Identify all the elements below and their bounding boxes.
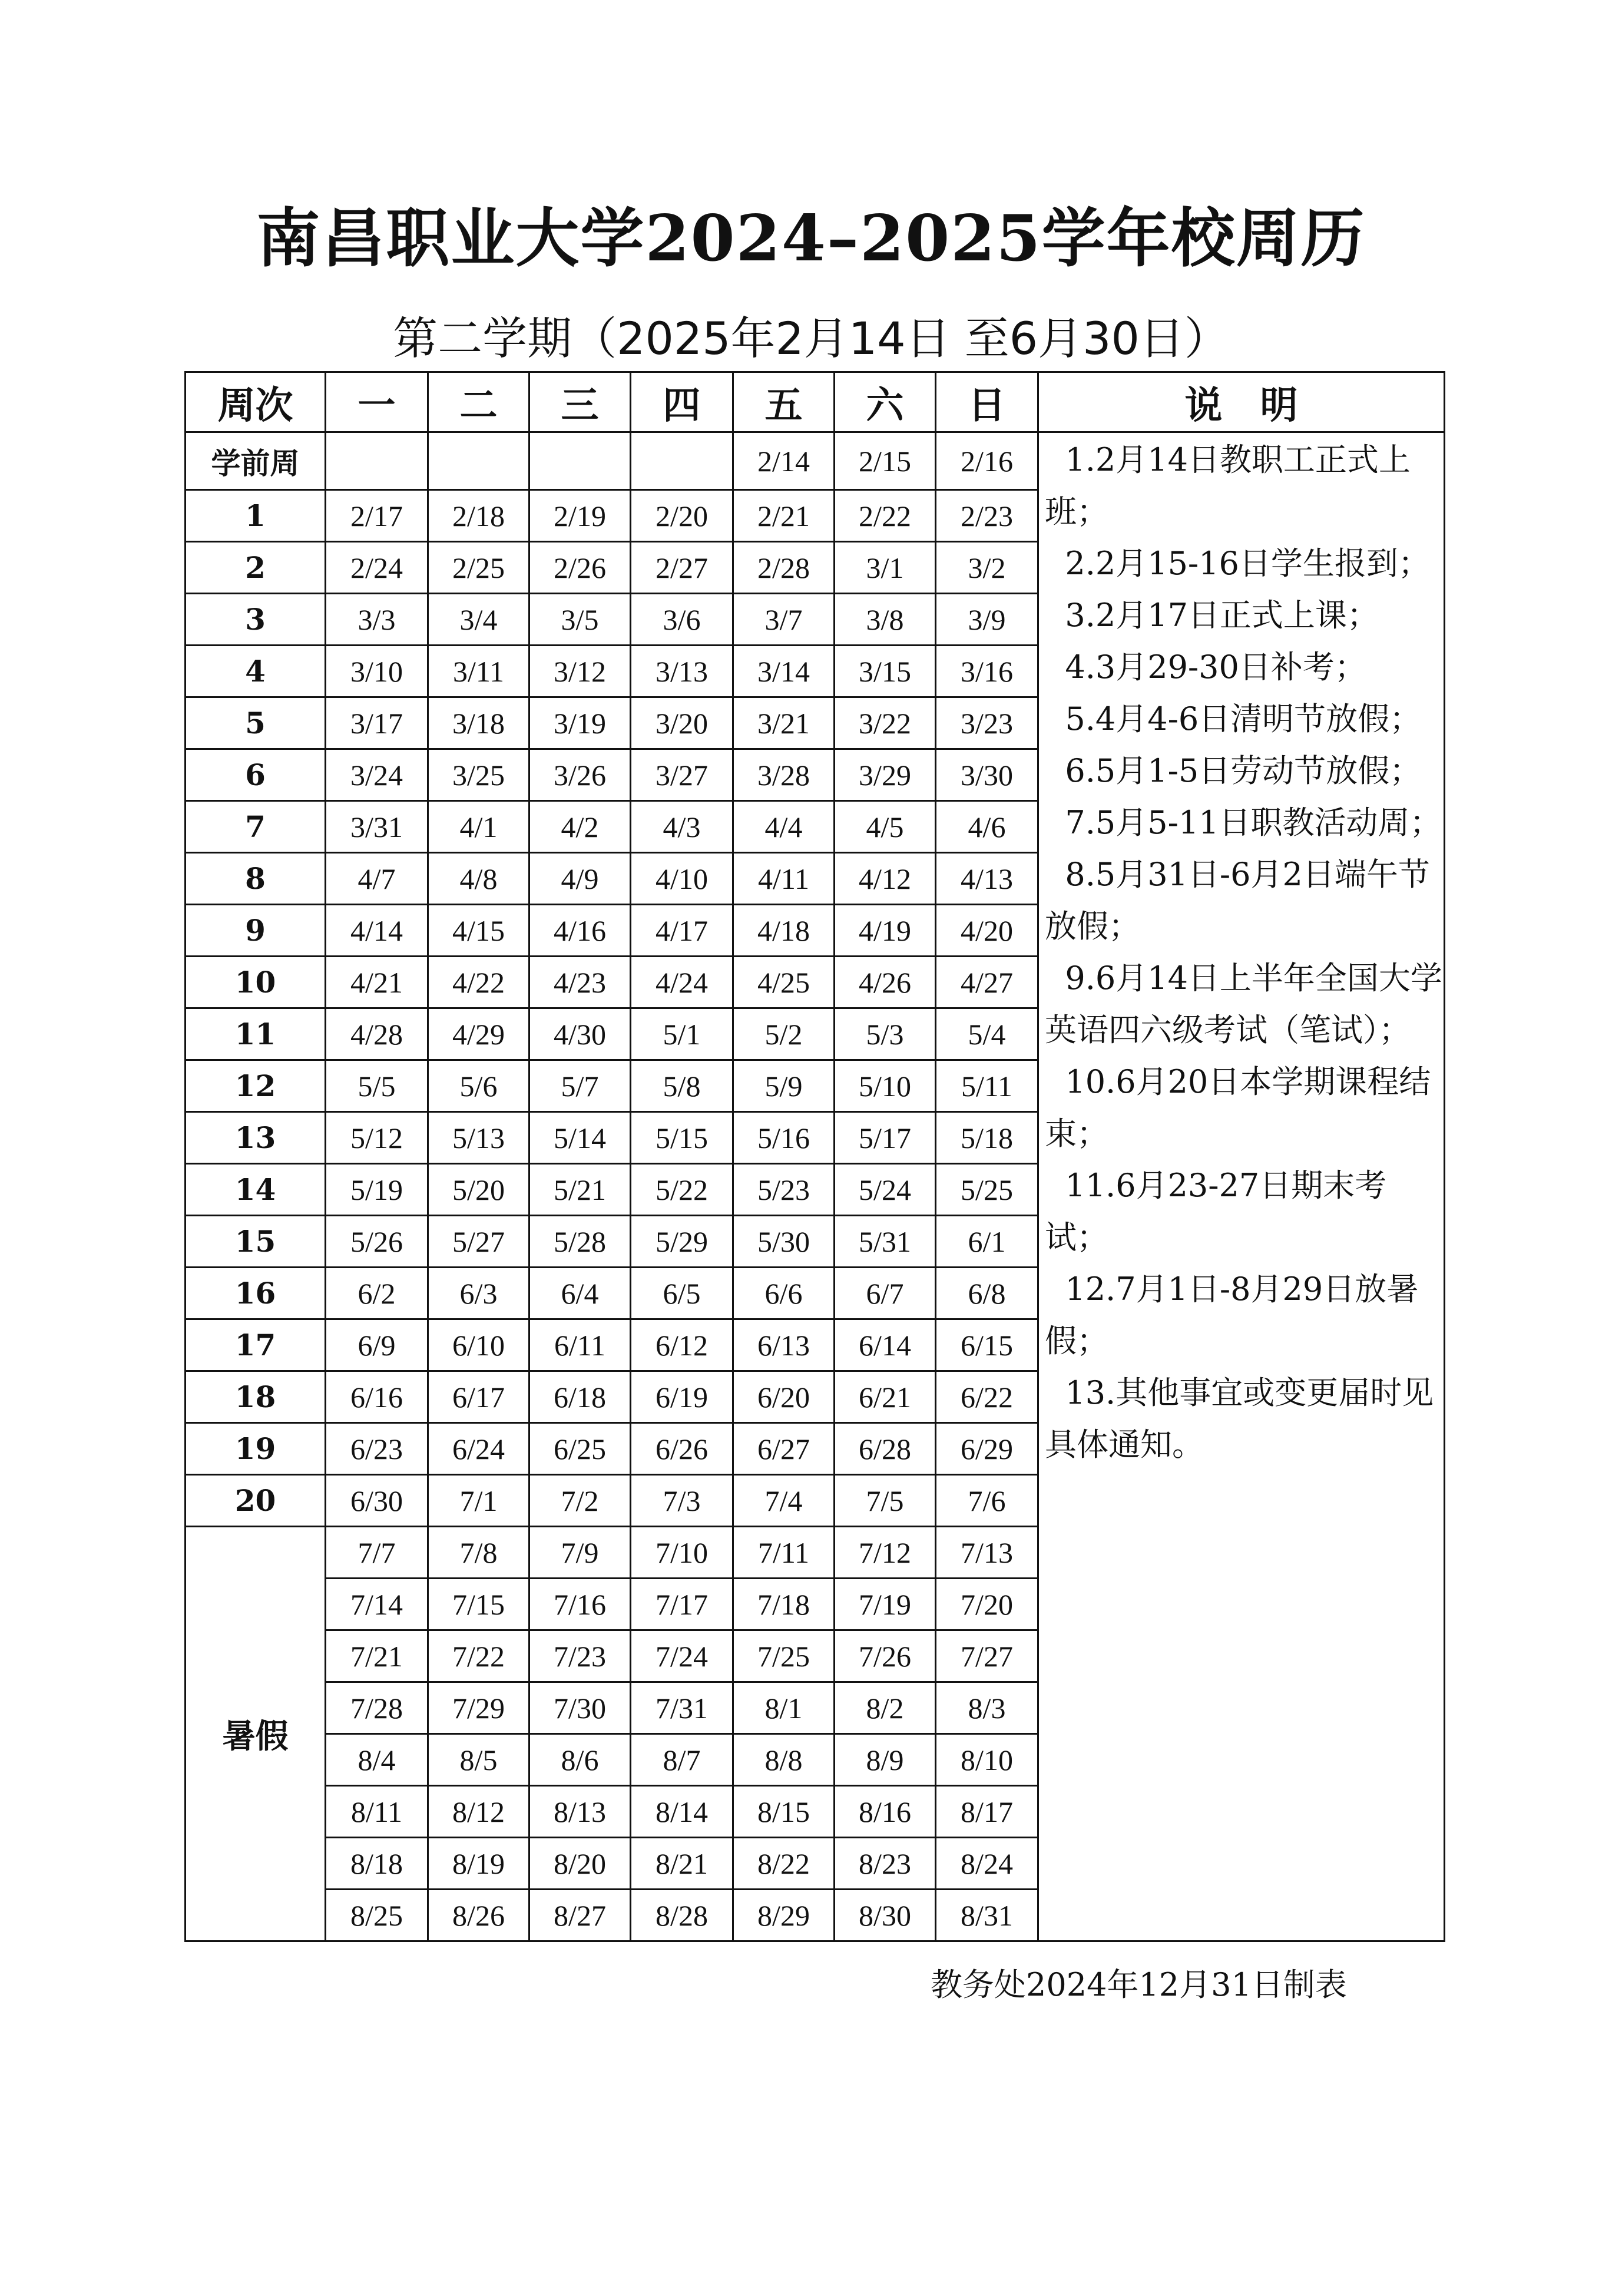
week-label: 1 — [186, 490, 326, 542]
date-cell: 4/9 — [529, 853, 631, 905]
date-cell: 3/21 — [733, 697, 835, 749]
header-sat: 六 — [835, 372, 936, 432]
date-cell: 4/4 — [733, 801, 835, 853]
date-cell: 8/1 — [733, 1682, 835, 1734]
date-cell: 3/30 — [936, 749, 1038, 801]
date-cell: 4/6 — [936, 801, 1038, 853]
date-cell — [529, 432, 631, 490]
header-sun: 日 — [936, 372, 1038, 432]
date-cell: 3/28 — [733, 749, 835, 801]
date-cell: 4/1 — [428, 801, 529, 853]
date-cell: 8/8 — [733, 1734, 835, 1786]
date-cell: 3/16 — [936, 646, 1038, 697]
date-cell: 6/26 — [631, 1423, 733, 1475]
date-cell: 2/25 — [428, 542, 529, 594]
date-cell: 4/27 — [936, 957, 1038, 1008]
date-cell: 7/13 — [936, 1527, 1038, 1579]
header-wed: 三 — [529, 372, 631, 432]
date-cell: 3/26 — [529, 749, 631, 801]
date-cell: 7/29 — [428, 1682, 529, 1734]
date-cell: 2/22 — [835, 490, 936, 542]
date-cell: 6/18 — [529, 1371, 631, 1423]
date-cell: 2/18 — [428, 490, 529, 542]
date-cell: 5/9 — [733, 1060, 835, 1112]
date-cell: 6/6 — [733, 1268, 835, 1319]
week-label: 7 — [186, 801, 326, 853]
week-label: 学前周 — [186, 432, 326, 490]
date-cell: 4/5 — [835, 801, 936, 853]
date-cell: 7/9 — [529, 1527, 631, 1579]
date-cell: 4/13 — [936, 853, 1038, 905]
date-cell: 6/1 — [936, 1216, 1038, 1268]
date-cell: 3/14 — [733, 646, 835, 697]
date-cell: 3/20 — [631, 697, 733, 749]
date-cell: 6/22 — [936, 1371, 1038, 1423]
date-cell: 8/9 — [835, 1734, 936, 1786]
date-cell: 6/28 — [835, 1423, 936, 1475]
week-calendar-table — [184, 371, 1445, 1942]
date-cell: 7/7 — [326, 1527, 428, 1579]
date-cell: 7/31 — [631, 1682, 733, 1734]
date-cell: 4/30 — [529, 1008, 631, 1060]
notes-text: 1.2月14日教职工正式上班； 2.2月15-16日学生报到； 3.2月17日正式上课； 4.3月29-30日补考； 5.4月4-6日清明节放假； 6.5月1-5日劳动节放假； 7.5月5-11日职教活动周； 8.5月31日-6月2日端午节放假； 9.6月14日上半年全国大学英语四六级考试（笔试）； 10.6月20日本学期课程结束； 11.6月23-27日期末考试； 12.7月1日-8月29日放暑假； 13.其他事宜或变更届时见具体通知。 — [1045, 441, 1442, 1463]
date-cell: 5/6 — [428, 1060, 529, 1112]
date-cell: 4/14 — [326, 905, 428, 957]
date-cell: 2/24 — [326, 542, 428, 594]
date-cell: 6/10 — [428, 1319, 529, 1371]
date-cell: 5/24 — [835, 1164, 936, 1216]
date-cell: 6/16 — [326, 1371, 428, 1423]
date-cell: 4/12 — [835, 853, 936, 905]
date-cell: 8/30 — [835, 1890, 936, 1941]
date-cell: 7/26 — [835, 1630, 936, 1682]
date-cell: 3/15 — [835, 646, 936, 697]
date-cell: 8/3 — [936, 1682, 1038, 1734]
date-cell: 5/21 — [529, 1164, 631, 1216]
date-cell: 5/26 — [326, 1216, 428, 1268]
week-label: 10 — [186, 957, 326, 1008]
date-cell: 6/4 — [529, 1268, 631, 1319]
date-cell: 3/31 — [326, 801, 428, 853]
date-cell: 7/2 — [529, 1475, 631, 1527]
date-cell: 4/22 — [428, 957, 529, 1008]
footer-credit: 教务处2024年12月31日制表 — [931, 1966, 1347, 2003]
date-cell: 5/19 — [326, 1164, 428, 1216]
header-thu: 四 — [631, 372, 733, 432]
date-cell: 8/23 — [835, 1838, 936, 1890]
date-cell: 8/6 — [529, 1734, 631, 1786]
date-cell: 8/28 — [631, 1890, 733, 1941]
date-cell: 7/30 — [529, 1682, 631, 1734]
date-cell: 8/18 — [326, 1838, 428, 1890]
date-cell: 8/20 — [529, 1838, 631, 1890]
date-cell: 8/15 — [733, 1786, 835, 1838]
week-label: 9 — [186, 905, 326, 957]
date-cell: 4/24 — [631, 957, 733, 1008]
header-tue: 二 — [428, 372, 529, 432]
header-week: 周次 — [186, 372, 326, 432]
date-cell: 8/17 — [936, 1786, 1038, 1838]
date-cell: 3/4 — [428, 594, 529, 646]
date-cell: 2/27 — [631, 542, 733, 594]
date-cell: 2/21 — [733, 490, 835, 542]
date-cell: 4/16 — [529, 905, 631, 957]
date-cell: 6/3 — [428, 1268, 529, 1319]
date-cell: 5/3 — [835, 1008, 936, 1060]
date-cell: 7/15 — [428, 1579, 529, 1630]
pre-week-row — [186, 432, 1445, 490]
date-cell: 5/27 — [428, 1216, 529, 1268]
date-cell: 5/12 — [326, 1112, 428, 1164]
date-cell: 7/24 — [631, 1630, 733, 1682]
date-cell: 3/13 — [631, 646, 733, 697]
date-cell: 4/25 — [733, 957, 835, 1008]
date-cell: 7/22 — [428, 1630, 529, 1682]
date-cell — [428, 432, 529, 490]
date-cell: 6/24 — [428, 1423, 529, 1475]
date-cell: 7/23 — [529, 1630, 631, 1682]
header-notes: 说 明 — [1038, 372, 1445, 432]
date-cell: 8/19 — [428, 1838, 529, 1890]
date-cell: 4/26 — [835, 957, 936, 1008]
date-cell: 3/10 — [326, 646, 428, 697]
date-cell: 7/25 — [733, 1630, 835, 1682]
date-cell: 6/25 — [529, 1423, 631, 1475]
date-cell: 6/15 — [936, 1319, 1038, 1371]
date-cell: 2/17 — [326, 490, 428, 542]
date-cell: 6/27 — [733, 1423, 835, 1475]
date-cell: 8/10 — [936, 1734, 1038, 1786]
date-cell: 2/16 — [936, 432, 1038, 490]
notes-cell — [1038, 432, 1445, 1941]
date-cell: 5/8 — [631, 1060, 733, 1112]
date-cell: 3/8 — [835, 594, 936, 646]
date-cell: 5/28 — [529, 1216, 631, 1268]
date-cell: 4/11 — [733, 853, 835, 905]
date-cell: 6/14 — [835, 1319, 936, 1371]
date-cell: 7/12 — [835, 1527, 936, 1579]
date-cell: 8/2 — [835, 1682, 936, 1734]
date-cell: 7/6 — [936, 1475, 1038, 1527]
date-cell: 7/5 — [835, 1475, 936, 1527]
date-cell: 6/12 — [631, 1319, 733, 1371]
date-cell: 6/11 — [529, 1319, 631, 1371]
date-cell: 3/18 — [428, 697, 529, 749]
date-cell: 8/4 — [326, 1734, 428, 1786]
week-label: 20 — [186, 1475, 326, 1527]
date-cell: 8/29 — [733, 1890, 835, 1941]
date-cell: 8/24 — [936, 1838, 1038, 1890]
date-cell: 5/25 — [936, 1164, 1038, 1216]
date-cell: 3/9 — [936, 594, 1038, 646]
date-cell: 4/17 — [631, 905, 733, 957]
date-cell: 3/2 — [936, 542, 1038, 594]
date-cell: 5/31 — [835, 1216, 936, 1268]
date-cell: 4/2 — [529, 801, 631, 853]
date-cell: 4/18 — [733, 905, 835, 957]
week-label: 2 — [186, 542, 326, 594]
date-cell: 5/7 — [529, 1060, 631, 1112]
date-cell: 5/16 — [733, 1112, 835, 1164]
date-cell: 6/21 — [835, 1371, 936, 1423]
week-label: 5 — [186, 697, 326, 749]
date-cell: 6/8 — [936, 1268, 1038, 1319]
date-cell: 3/3 — [326, 594, 428, 646]
date-cell: 2/19 — [529, 490, 631, 542]
date-cell: 7/8 — [428, 1527, 529, 1579]
date-cell — [631, 432, 733, 490]
date-cell: 5/17 — [835, 1112, 936, 1164]
date-cell: 7/20 — [936, 1579, 1038, 1630]
date-cell: 4/20 — [936, 905, 1038, 957]
week-label: 6 — [186, 749, 326, 801]
date-cell: 6/7 — [835, 1268, 936, 1319]
date-cell: 3/29 — [835, 749, 936, 801]
date-cell: 8/13 — [529, 1786, 631, 1838]
date-cell: 4/23 — [529, 957, 631, 1008]
date-cell: 2/15 — [835, 432, 936, 490]
date-cell: 6/19 — [631, 1371, 733, 1423]
date-cell: 3/1 — [835, 542, 936, 594]
date-cell: 7/17 — [631, 1579, 733, 1630]
date-cell: 4/8 — [428, 853, 529, 905]
date-cell: 6/23 — [326, 1423, 428, 1475]
date-cell: 8/12 — [428, 1786, 529, 1838]
date-cell: 4/15 — [428, 905, 529, 957]
week-label: 4 — [186, 646, 326, 697]
date-cell: 8/16 — [835, 1786, 936, 1838]
date-cell: 7/21 — [326, 1630, 428, 1682]
week-label: 13 — [186, 1112, 326, 1164]
date-cell: 4/10 — [631, 853, 733, 905]
date-cell: 3/12 — [529, 646, 631, 697]
date-cell: 6/30 — [326, 1475, 428, 1527]
date-cell: 5/4 — [936, 1008, 1038, 1060]
date-cell: 5/5 — [326, 1060, 428, 1112]
date-cell: 7/1 — [428, 1475, 529, 1527]
date-cell: 5/13 — [428, 1112, 529, 1164]
date-cell: 2/14 — [733, 432, 835, 490]
date-cell: 5/30 — [733, 1216, 835, 1268]
date-cell: 6/20 — [733, 1371, 835, 1423]
date-cell: 7/19 — [835, 1579, 936, 1630]
date-cell: 3/11 — [428, 646, 529, 697]
date-cell: 4/3 — [631, 801, 733, 853]
week-label: 11 — [186, 1008, 326, 1060]
date-cell: 7/27 — [936, 1630, 1038, 1682]
date-cell: 8/21 — [631, 1838, 733, 1890]
date-cell: 7/16 — [529, 1579, 631, 1630]
date-cell: 4/29 — [428, 1008, 529, 1060]
date-cell: 5/11 — [936, 1060, 1038, 1112]
date-cell: 5/1 — [631, 1008, 733, 1060]
week-label: 8 — [186, 853, 326, 905]
date-cell: 4/7 — [326, 853, 428, 905]
semester-subtitle: 第二学期（2025年2月14日 至6月30日） — [393, 312, 1229, 365]
date-cell: 8/26 — [428, 1890, 529, 1941]
summer-label: 暑假 — [186, 1527, 326, 1941]
date-cell: 8/5 — [428, 1734, 529, 1786]
date-cell: 3/17 — [326, 697, 428, 749]
date-cell: 3/7 — [733, 594, 835, 646]
date-cell: 7/28 — [326, 1682, 428, 1734]
week-label: 12 — [186, 1060, 326, 1112]
date-cell: 6/17 — [428, 1371, 529, 1423]
date-cell: 7/10 — [631, 1527, 733, 1579]
date-cell: 5/2 — [733, 1008, 835, 1060]
date-cell: 8/25 — [326, 1890, 428, 1941]
date-cell: 6/5 — [631, 1268, 733, 1319]
header-mon: 一 — [326, 372, 428, 432]
week-label: 19 — [186, 1423, 326, 1475]
date-cell: 6/29 — [936, 1423, 1038, 1475]
page-title: 南昌职业大学2024–2025学年校周历 — [256, 201, 1366, 276]
date-cell: 5/23 — [733, 1164, 835, 1216]
date-cell: 8/27 — [529, 1890, 631, 1941]
date-cell: 7/4 — [733, 1475, 835, 1527]
date-cell: 5/22 — [631, 1164, 733, 1216]
date-cell — [326, 432, 428, 490]
date-cell: 5/20 — [428, 1164, 529, 1216]
date-cell: 7/11 — [733, 1527, 835, 1579]
date-cell: 2/20 — [631, 490, 733, 542]
date-cell: 3/5 — [529, 594, 631, 646]
date-cell: 4/21 — [326, 957, 428, 1008]
date-cell: 8/11 — [326, 1786, 428, 1838]
week-label: 14 — [186, 1164, 326, 1216]
date-cell: 5/29 — [631, 1216, 733, 1268]
date-cell: 8/31 — [936, 1890, 1038, 1941]
date-cell: 3/6 — [631, 594, 733, 646]
week-label: 15 — [186, 1216, 326, 1268]
date-cell: 6/13 — [733, 1319, 835, 1371]
date-cell: 5/14 — [529, 1112, 631, 1164]
date-cell: 8/14 — [631, 1786, 733, 1838]
date-cell: 2/23 — [936, 490, 1038, 542]
date-cell: 3/22 — [835, 697, 936, 749]
week-label: 3 — [186, 594, 326, 646]
date-cell: 7/14 — [326, 1579, 428, 1630]
date-cell: 3/25 — [428, 749, 529, 801]
date-cell: 2/28 — [733, 542, 835, 594]
date-cell: 3/27 — [631, 749, 733, 801]
week-label: 17 — [186, 1319, 326, 1371]
date-cell: 8/7 — [631, 1734, 733, 1786]
date-cell: 2/26 — [529, 542, 631, 594]
date-cell: 4/19 — [835, 905, 936, 957]
date-cell: 3/23 — [936, 697, 1038, 749]
date-cell: 5/18 — [936, 1112, 1038, 1164]
header-row — [186, 372, 1445, 432]
header-fri: 五 — [733, 372, 835, 432]
date-cell: 6/2 — [326, 1268, 428, 1319]
date-cell: 3/24 — [326, 749, 428, 801]
week-label: 18 — [186, 1371, 326, 1423]
date-cell: 7/18 — [733, 1579, 835, 1630]
date-cell: 5/15 — [631, 1112, 733, 1164]
date-cell: 3/19 — [529, 697, 631, 749]
date-cell: 8/22 — [733, 1838, 835, 1890]
week-label: 16 — [186, 1268, 326, 1319]
date-cell: 4/28 — [326, 1008, 428, 1060]
date-cell: 7/3 — [631, 1475, 733, 1527]
date-cell: 5/10 — [835, 1060, 936, 1112]
date-cell: 6/9 — [326, 1319, 428, 1371]
